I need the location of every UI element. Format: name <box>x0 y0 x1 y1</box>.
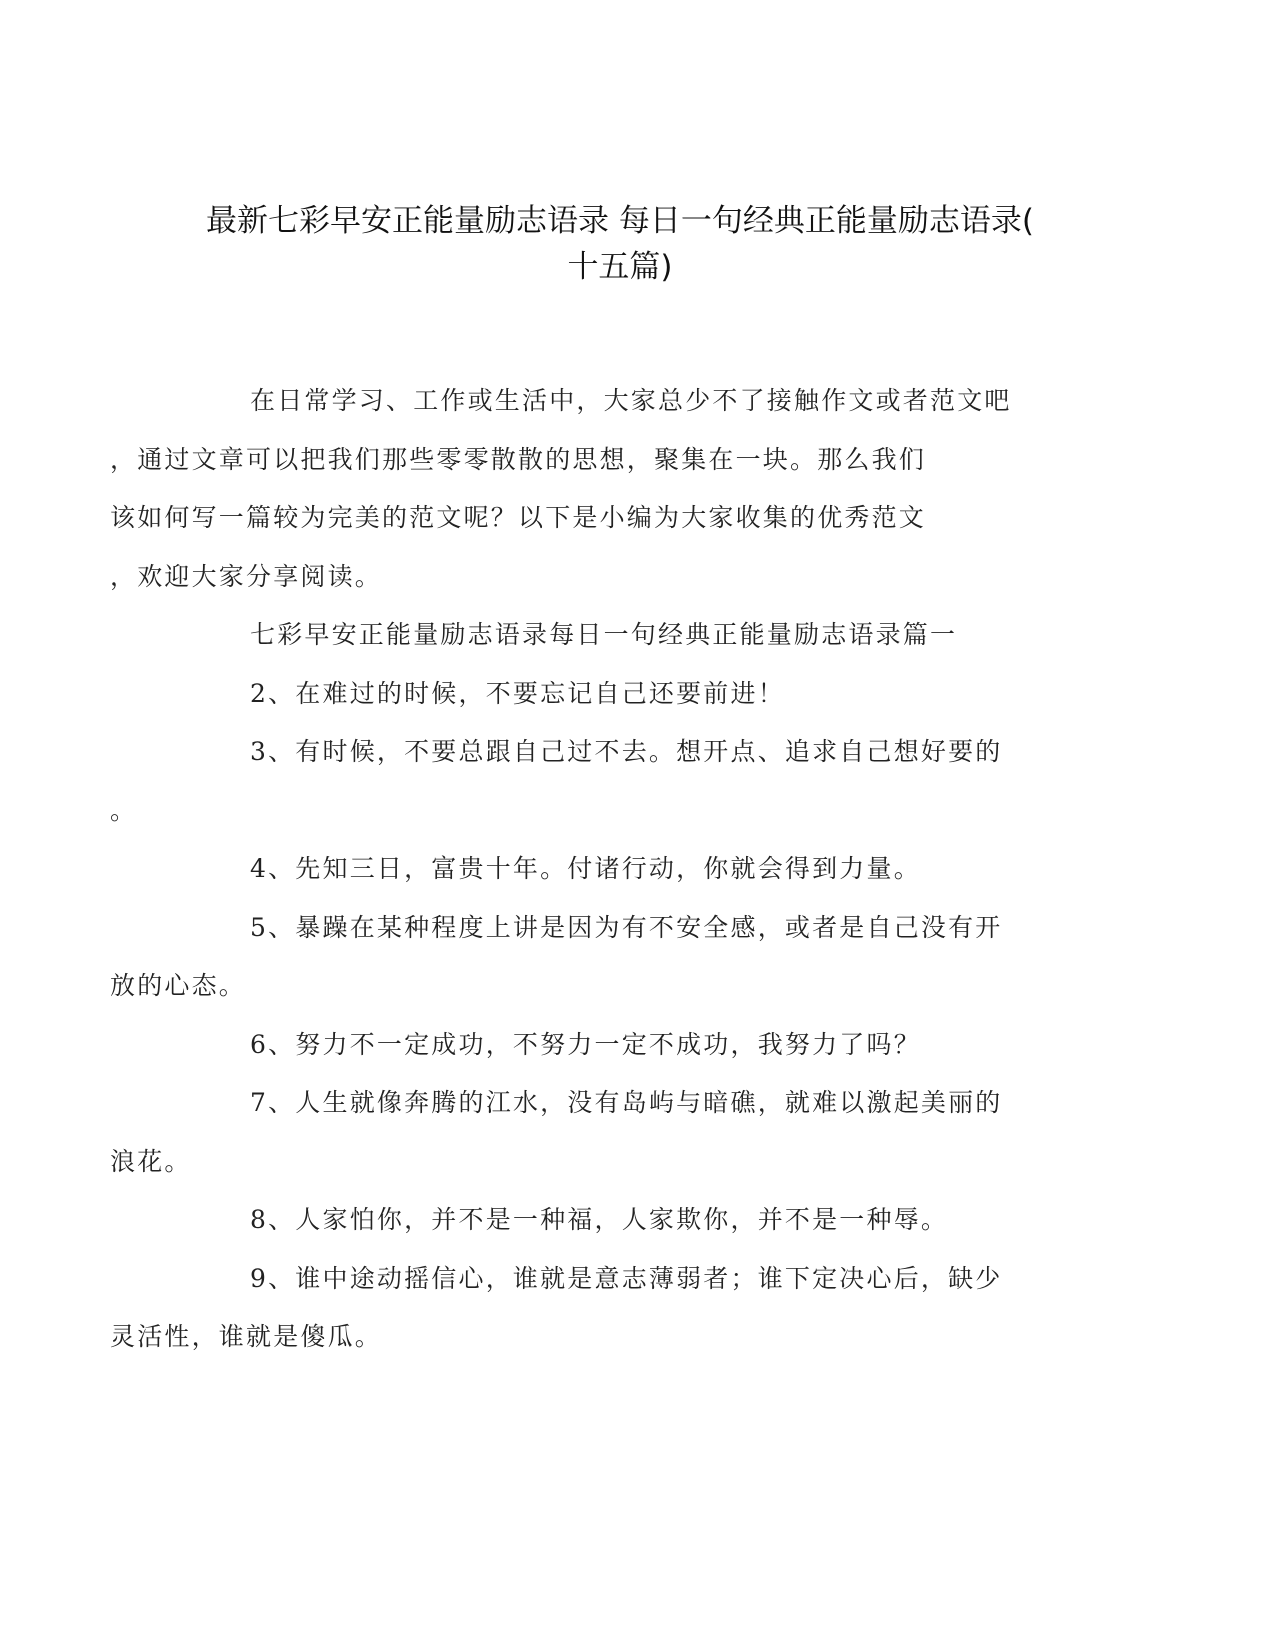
text-line: 8、人家怕你，并不是一种福，人家欺你，并不是一种辱。 <box>250 1205 949 1234</box>
text-line: ，欢迎大家分享阅读。 <box>110 561 383 591</box>
quote-item-2 <box>180 665 1020 724</box>
quote-item-4 <box>180 840 1020 899</box>
quote-item-7 <box>110 1074 1020 1191</box>
text-line: 。 <box>110 795 138 825</box>
quote-item-6 <box>180 1016 1020 1075</box>
text-line: 放的心态。 <box>110 971 247 1000</box>
text-line: ，通过文章可以把我们那些零零散散的思想，聚集在一块。那么我们 <box>110 444 927 474</box>
section-heading <box>180 606 1020 665</box>
text-line: 7、人生就像奔腾的江水，没有岛屿与暗礁，就难以激起美丽的 <box>250 1088 1003 1117</box>
quote-item-5 <box>110 899 1020 1016</box>
text-line: 4、先知三日，富贵十年。付诸行动，你就会得到力量。 <box>250 854 921 883</box>
text-line: 6、努力不一定成功，不努力一定不成功，我努力了吗？ <box>250 1029 921 1059</box>
quote-item-3 <box>110 723 1020 840</box>
quote-item-9 <box>110 1250 1020 1367</box>
text-line: 灵活性，谁就是傻瓜。 <box>110 1322 383 1351</box>
title-line-2: 十五篇) <box>567 249 673 285</box>
text-line: 5、暴躁在某种程度上讲是因为有不安全感，或者是自己没有开 <box>250 912 1003 942</box>
text-line: 2、在难过的时候，不要忘记自己还要前进！ <box>250 678 785 708</box>
text-line: 在日常学习、工作或生活中，大家总少不了接触作文或者范文吧 <box>250 386 1012 415</box>
text-line: 该如何写一篇较为完美的范文呢？以下是小编为大家收集的优秀范文 <box>110 503 927 532</box>
quote-item-8 <box>180 1191 1020 1250</box>
document-title <box>180 198 1060 290</box>
intro-paragraph <box>110 372 1020 606</box>
text-line: 七彩早安正能量励志语录每日一句经典正能量励志语录篇一 <box>250 620 958 649</box>
document-body <box>110 372 1020 1367</box>
text-line: 3、有时候，不要总跟自己过不去。想开点、追求自己想好要的 <box>250 737 1003 766</box>
title-line-1: 最新七彩早安正能量励志语录 每日一句经典正能量励志语录( <box>206 203 1034 239</box>
text-line: 浪花。 <box>110 1146 192 1176</box>
text-line: 9、谁中途动摇信心，谁就是意志薄弱者；谁下定决心后，缺少 <box>250 1263 1003 1293</box>
